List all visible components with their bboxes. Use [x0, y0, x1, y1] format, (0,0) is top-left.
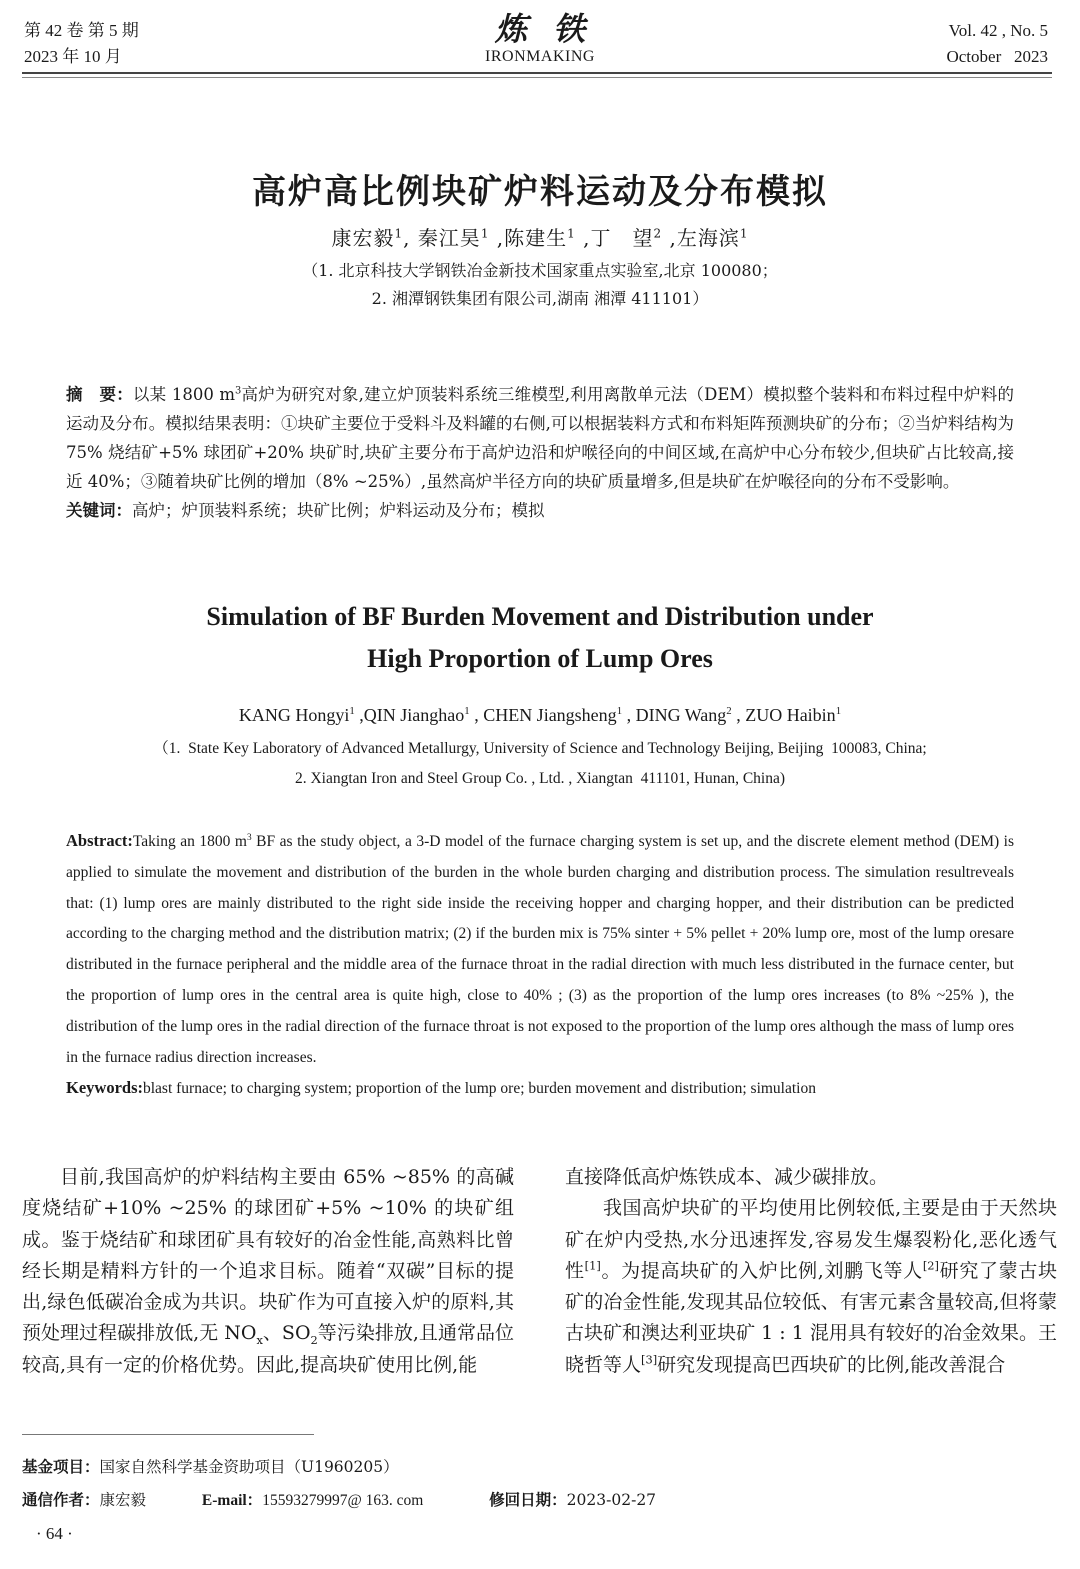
abstract-en: [66, 826, 1014, 1105]
paper-title-en: Simulation of BF Burden Movement and Distribution under High Proportion of Lump Ores: [206, 602, 874, 673]
keywords-en-label: Keywords: [66, 1078, 138, 1098]
body-paragraph: 目前,我国高炉的炉料结构主要由 65% ~85% 的高碱度烧结矿+10% ~25% 的球团矿+5% ~10% 的块矿组成。鉴于烧结矿和球团矿具有较好的冶金性能,高熟料比曾经长期是精料方针的一个追求目标。随着“双碳”目标的提出,绿色低碳冶金成为共识。块矿作为可直接入炉的原料,其预处理过程碳排放低,无 $NO_x$、$SO_2$等污染排放,且通常品位较高,具有一定的价格优势。因此,提高块矿使用比例,能: [22, 1166, 514, 1376]
volume-issue-en: Vol. 42 , No. 5: [948, 21, 1048, 40]
author-en: KANG Hongyi$^1$ ,: [238, 705, 364, 725]
journal-logo-cn: 炼铁: [494, 10, 611, 48]
author-cn: 丁 望$^2$ ,: [590, 226, 677, 250]
affiliation-en-1: （1. State Key Laboratory of Advanced Metallurgy, University of Science and Technology Beijing, Beijing 100083, China;: [153, 740, 927, 757]
fund-label: 基金项目：: [22, 1458, 100, 1476]
body-paragraph: 直接降低高炉炼铁成本、减少碳排放。: [565, 1166, 889, 1188]
journal-issue-en: [946, 18, 1048, 70]
journal-logo-en: IRONMAKING: [485, 48, 595, 65]
page-number: · 64 ·: [36, 1524, 73, 1543]
affiliation-cn-1: （1. 北京科技大学钢铁冶金新技术国家重点实验室,北京 100080；: [302, 261, 778, 280]
body-column-left: [22, 1162, 514, 1381]
citation-ref[interactable]: [2]: [922, 1258, 939, 1273]
abstract-cn-label: 摘 要：: [66, 385, 133, 404]
revised-date: 2023-02-27: [566, 1491, 657, 1509]
body-paragraph: 我国高炉块矿的平均使用比例较低,主要是由于天然块矿在炉内受热,水分迅速挥发,容易发生爆裂粉化,恶化透气性[1]。为提高块矿的入炉比例,刘鹏飞等人[2]研究了蒙古块矿的冶金性能,发现其品位较低、有害元素含量较高,但将蒙古块矿和澳达利亚块矿 1 : 1 混用具有较好的冶金效果。王晓哲等人[3]研究发现提高巴西块矿的比例,能改善混合: [565, 1197, 1057, 1376]
abstract-en-body: Abstract:Taking an 1800 $m^3$ BF as the study object, a 3-D model of the furnace charging system is set up, and the discrete element method (DEM) is applied to simulate the movement and distribution of the burden in the whole burden charging and distribution process. The simulation resultreveals that: (1) lump ores are mainly distributed to the right side inside the receiving hopper and charging hopper, and their distribution can be predicted according to the charging method and the distribution matrix; (2) if the burden mix is 75% sinter + 5% pellet + 20% lump ore, most of the lump oresare distributed in the furnace peripheral and the middle area of the furnace throat in the radial direction with much less distributed in the furnace center, but the proportion of lump ores in the central area is quite high, close to 40% ; (3) as the proportion of the lump ores increases (to 8% ~25% ), the distribution of the lump ores in the radial direction of the furnace throat is not exposed to the proportion of the lump ores although the mass of lump ores in the furnace radius direction increases.: [66, 831, 1015, 1066]
author-en: QIN Jianghao$^1$ ,: [363, 705, 484, 725]
revised-label: 修回日期：: [489, 1491, 567, 1509]
body-column-right: [565, 1162, 1057, 1381]
keywords-en: Keywords:blast furnace; to charging system; proportion of the lump ore; burden movement and distribution; simulation: [66, 1078, 816, 1098]
email-label: E-mail：: [201, 1492, 263, 1509]
author-en: CHEN Jiangsheng$^1$ ,: [483, 705, 636, 725]
author-cn: 秦江昊$^1$ ,: [417, 226, 505, 250]
author-cn: 左海滨$^1$: [676, 226, 749, 250]
author-en: ZUO Haibin$^1$: [745, 705, 842, 725]
keywords-cn-text: 高炉；炉顶装料系统；块矿比例；炉料运动及分布；模拟: [132, 501, 545, 520]
fund-text: 国家自然科学基金资助项目（U1960205）: [99, 1458, 399, 1476]
email-address[interactable]: 15593279997@ 163. com: [262, 1492, 424, 1509]
citation-ref[interactable]: [1]: [584, 1258, 601, 1273]
footnote-correspondence: [22, 1489, 1062, 1512]
citation-ref[interactable]: [3]: [641, 1352, 658, 1367]
keywords-cn: [66, 496, 1014, 525]
date-cn: 2023 年 10 月: [24, 47, 122, 66]
abstract-cn: [66, 380, 1014, 525]
affiliation-cn-2: 2. 湘潭钢铁集团有限公司,湖南 湘潭 411101）: [371, 289, 709, 308]
footnote-fund: [22, 1456, 399, 1478]
abstract-cn-body: 摘 要：以某 1800 $m^3$高炉为研究对象,建立炉顶装料系统三维模型,利用离散单元法（DEM）模拟整个装料和布料过程中炉料的运动及分布。模拟结果表明：①块矿主要位于受料斗及料罐的右侧,可以根据装料方式和布料矩阵预测块矿的分布；②当炉料结构为 75% 烧结矿+5% 球团矿+20% 块矿时,块矿主要分布于高炉边沿和炉喉径向的中间区域,在高炉中心分布较少,但块矿占比较高,接近 40%；③随着块矿比例的增加（8% ~25%）,虽然高炉半径方向的块矿质量增多,但是块矿在炉喉径向的分布不受影响。: [66, 385, 1014, 491]
author-en: DING Wang$^2$ ,: [635, 705, 746, 725]
abstract-en-label: Abstract: [66, 831, 128, 850]
author-cn: 康宏毅$^1$,: [331, 226, 418, 250]
author-list-en: [0, 702, 1080, 728]
volume-issue-cn: 第 42 卷 第 5 期: [24, 21, 139, 40]
affiliation-en-2: 2. Xiangtan Iron and Steel Group Co. , Ltd. , Xiangtan 411101, Hunan, China): [294, 770, 786, 787]
corr-label: 通信作者：: [22, 1491, 100, 1509]
header-rule-thin: [22, 77, 1052, 78]
keywords-cn-label: 关键词：: [66, 501, 132, 520]
paper-title-cn: 高炉高比例块矿炉料运动及分布模拟: [252, 172, 828, 212]
header-rule-thick: [22, 72, 1052, 74]
author-list-cn: [0, 224, 1080, 252]
keywords-en-text: blast furnace; to charging system; proportion of the lump ore; burden movement and distribution; simulation: [143, 1080, 816, 1098]
footnote-rule: [22, 1434, 314, 1435]
date-en: October 2023: [946, 47, 1048, 66]
corr-name: 康宏毅: [99, 1491, 147, 1509]
journal-logo: [0, 10, 1080, 66]
author-cn: 陈建生$^1$ ,: [504, 226, 591, 250]
